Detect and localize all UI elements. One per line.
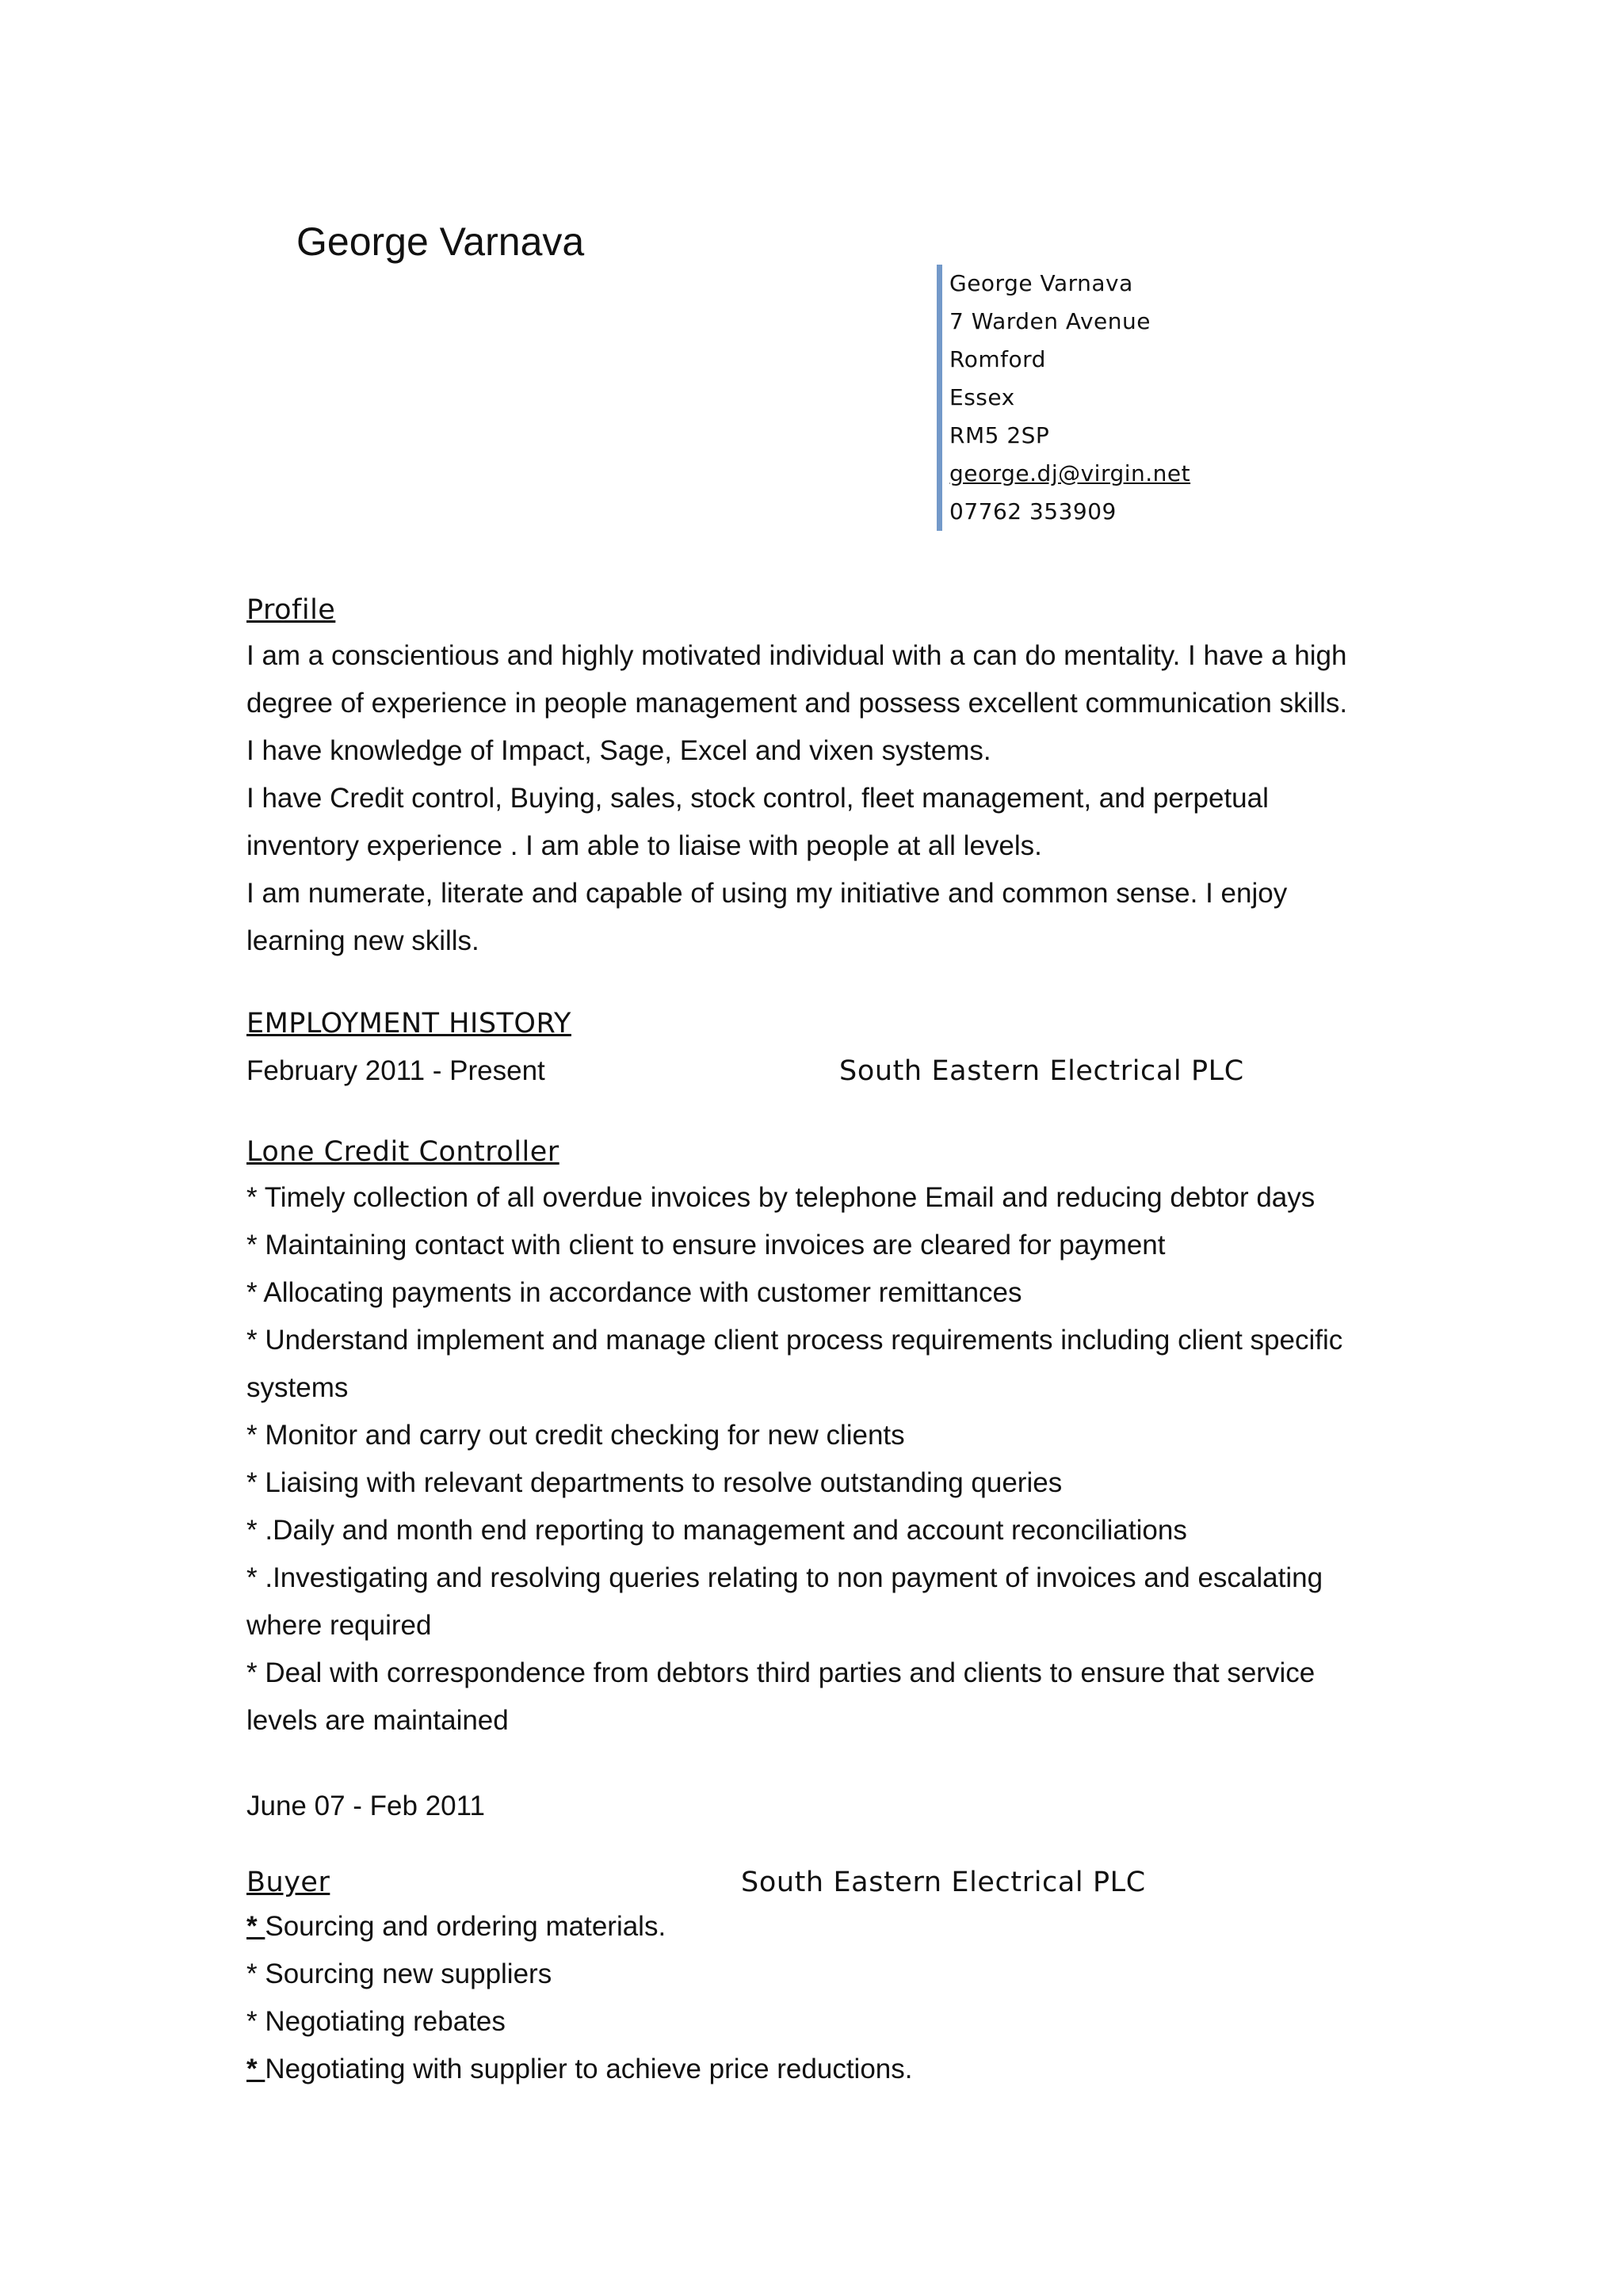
- address-line: Romford: [949, 346, 1046, 372]
- employment-heading: EMPLOYMENT HISTORY: [246, 1008, 571, 1039]
- list-item: * Deal with correspondence from debtors third parties and clients to ensure that service levels are maintained: [246, 1657, 1316, 1736]
- list-item-text: * Sourcing new suppliers: [246, 1958, 552, 1989]
- job1-duties: [246, 1174, 1388, 1745]
- job2-title: Buyer: [246, 1867, 330, 1898]
- profile-paragraph: I have Credit control, Buying, sales, stock control, fleet management, and perpetual inventory experience . I am able to liaise with people at all levels.: [246, 783, 1269, 861]
- list-item: * Liaising with relevant departments to resolve outstanding queries: [246, 1467, 1063, 1498]
- profile-paragraph: I have knowledge of Impact, Sage, Excel and vixen systems.: [246, 735, 991, 766]
- profile-text: [246, 632, 1388, 965]
- phone-number: 07762 353909: [949, 498, 1117, 524]
- list-item: * .Investigating and resolving queries relating to non payment of invoices and escalating where required: [246, 1562, 1323, 1641]
- address-block: [937, 265, 1457, 531]
- address-line: 7 Warden Avenue: [949, 308, 1151, 334]
- list-item: [246, 2046, 1388, 2093]
- list-item: * Allocating payments in accordance with customer remittances: [246, 1277, 1022, 1308]
- list-item: * Maintaining contact with client to ensure invoices are cleared for payment: [246, 1230, 1166, 1261]
- list-item: * .Daily and month end reporting to management and account reconciliations: [246, 1515, 1187, 1546]
- bullet-star: *: [246, 2054, 265, 2084]
- list-item: [246, 1951, 1388, 1998]
- list-item-text: Sourcing and ordering materials.: [265, 1911, 666, 1942]
- profile-heading: Profile: [246, 594, 336, 626]
- list-item: * Understand implement and manage client process requirements including client specific systems: [246, 1325, 1343, 1403]
- job1-company: South Eastern Electrical PLC: [839, 1055, 1244, 1087]
- address-line: George Varnava: [949, 270, 1133, 296]
- list-item-text: Negotiating with supplier to achieve price reductions.: [265, 2054, 913, 2084]
- job2-duties: [246, 1903, 1388, 2093]
- profile-paragraph: I am numerate, literate and capable of using my initiative and common sense. I enjoy learning new skills.: [246, 878, 1288, 956]
- list-item: [246, 1998, 1388, 2046]
- address-line: Essex: [949, 384, 1015, 410]
- list-item-text: * Negotiating rebates: [246, 2006, 506, 2037]
- list-item: * Monitor and carry out credit checking for new clients: [246, 1420, 905, 1451]
- bullet-star: *: [246, 1911, 265, 1942]
- job2-dates: June 07 - Feb 2011: [246, 1791, 485, 1821]
- job1-title: Lone Credit Controller: [246, 1136, 559, 1168]
- list-item: [246, 1903, 1388, 1951]
- profile-paragraph: I am a conscientious and highly motivated individual with a can do mentality. I have a high degree of experience in people management and possess excellent communication skills.: [246, 640, 1348, 719]
- job2-company: South Eastern Electrical PLC: [741, 1867, 1146, 1898]
- job1-dates: February 2011 - Present: [246, 1055, 545, 1086]
- address-line: RM5 2SP: [949, 422, 1050, 448]
- email-link[interactable]: george.dj@virgin.net: [949, 460, 1191, 486]
- page-title: George Varnava: [296, 219, 585, 264]
- list-item: * Timely collection of all overdue invoices by telephone Email and reducing debtor days: [246, 1182, 1316, 1213]
